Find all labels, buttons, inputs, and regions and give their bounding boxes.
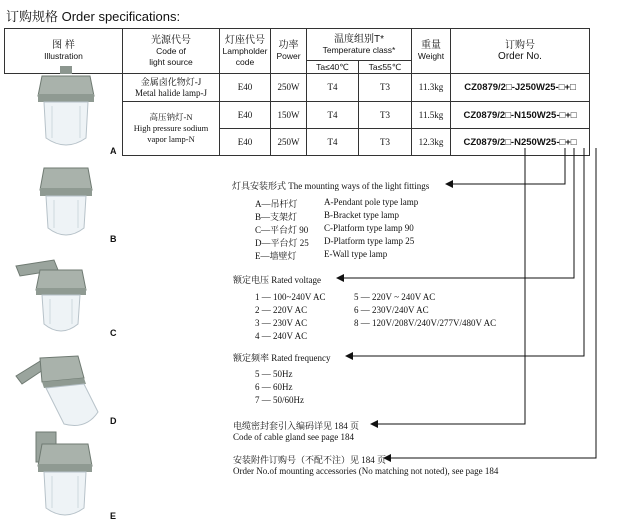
mounting-heading: 灯具安装形式 The mounting ways of the light fittings — [232, 181, 430, 191]
header-power-cn: 功率 — [278, 40, 299, 51]
header-order-cn: 订购号 — [505, 40, 535, 51]
order-cell-3: CZ0879/2□-N250W25-□+□ — [451, 129, 590, 156]
source-en-2: High pressure sodium vapor lamp-N — [133, 123, 209, 144]
header-power-en: Power — [276, 51, 301, 61]
order-cell-2: CZ0879/2□-N150W25-□+□ — [451, 102, 590, 129]
source-cn-1: 金属卤化物灯-J — [140, 76, 202, 87]
holder-cell-1: E40 — [220, 74, 271, 102]
source-cn-2: 高压钠灯-N — [149, 112, 193, 122]
mounting-en-a: A-Pendant pole type lamp — [324, 197, 419, 207]
power-cell-2: 150W — [271, 102, 307, 129]
t55-cell-3: T3 — [359, 129, 412, 156]
order-cell-1: CZ0879/2□-J250W25-□+□ — [451, 74, 590, 102]
mounting-en-d: D-Platform type lamp 25 — [324, 236, 415, 246]
t40-cell-1: T4 — [307, 74, 359, 102]
header-light-en2: light source — [149, 56, 193, 67]
accessories-cn: 安装附件订购号（不配不注）见 184 页 — [233, 455, 387, 465]
holder-cell-2: E40 — [220, 102, 271, 129]
header-temp-b: Ta≤55℃ — [359, 61, 412, 74]
mounting-en-b: B-Bracket type lamp — [324, 210, 399, 220]
mounting-cn-a: A—吊杆灯 — [255, 199, 298, 209]
mounting-cn-b: B—支架灯 — [255, 212, 298, 222]
header-holder-en2: code — [235, 56, 255, 67]
letter-a: A — [110, 146, 117, 156]
header-light-en1: Code of — [156, 45, 186, 56]
mounting-en-c: C-Platform type lamp 90 — [324, 223, 414, 233]
mounting-cn-d: D—平台灯 25 — [255, 238, 309, 248]
frequency-item-5: 5 — 50Hz — [255, 369, 293, 379]
t55-cell-1: T3 — [359, 74, 412, 102]
t40-cell-2: T4 — [307, 102, 359, 129]
letter-b: B — [110, 234, 117, 244]
weight-cell-3: 12.3kg — [412, 129, 451, 156]
mounting-cn-c: C—平台灯 90 — [255, 225, 309, 235]
page-title: 订购规格 Order specifications: — [6, 9, 181, 24]
header-light-cn: 光源代号 — [151, 34, 191, 46]
weight-cell-1: 11.3kg — [412, 74, 451, 102]
header-weight-en: Weight — [417, 51, 445, 61]
frequency-item-6: 6 — 60Hz — [255, 382, 293, 392]
header-order-en: Order No. — [498, 51, 542, 62]
cable-gland-cn: 电缆密封套引入编码详见 184 页 — [233, 421, 360, 431]
frequency-item-7: 7 — 50/60Hz — [255, 395, 304, 405]
header-temp-cn: 温度组别T* — [334, 33, 384, 45]
weight-cell-2: 11.5kg — [412, 102, 451, 129]
voltage-item-2: 2 — 220V AC — [255, 305, 308, 315]
mounting-en-e: E-Wall type lamp — [324, 249, 388, 259]
cable-gland-en: Code of cable gland see page 184 — [233, 432, 354, 442]
accessories-en: Order No.of mounting accessories (No matching not noted), see page 184 — [233, 466, 499, 476]
header-temp-en: Temperature class* — [322, 44, 396, 55]
voltage-item-8: 8 — 120V/208V/240V/277V/480V AC — [354, 318, 497, 328]
frequency-heading: 额定频率 Rated frequency — [233, 353, 331, 363]
header-illustration-cn: 图 样 — [52, 40, 75, 51]
header-illustration-en: Illustration — [44, 51, 83, 61]
voltage-item-3: 3 — 230V AC — [255, 318, 308, 328]
power-cell-1: 250W — [271, 74, 307, 102]
letter-c: C — [110, 328, 117, 338]
header-holder-en1: Lampholder — [222, 45, 268, 56]
letter-d: D — [110, 416, 117, 426]
voltage-item-4: 4 — 240V AC — [255, 331, 308, 341]
header-temp-a: Ta≤40℃ — [307, 61, 359, 74]
letter-e: E — [110, 511, 117, 521]
holder-cell-3: E40 — [220, 129, 271, 156]
voltage-item-6: 6 — 230V/240V AC — [354, 305, 429, 315]
header-holder-cn: 灯座代号 — [225, 34, 265, 46]
voltage-heading: 额定电压 Rated voltage — [233, 275, 321, 285]
voltage-item-5: 5 — 220V ~ 240V AC — [354, 292, 436, 302]
power-cell-3: 250W — [271, 129, 307, 156]
t40-cell-3: T4 — [307, 129, 359, 156]
voltage-item-1: 1 — 100~240V AC — [255, 292, 326, 302]
source-en-1: Metal halide lamp-J — [135, 87, 207, 98]
mounting-cn-e: E—墙壁灯 — [255, 251, 297, 261]
t55-cell-2: T3 — [359, 102, 412, 129]
header-weight-cn: 重量 — [421, 40, 441, 51]
